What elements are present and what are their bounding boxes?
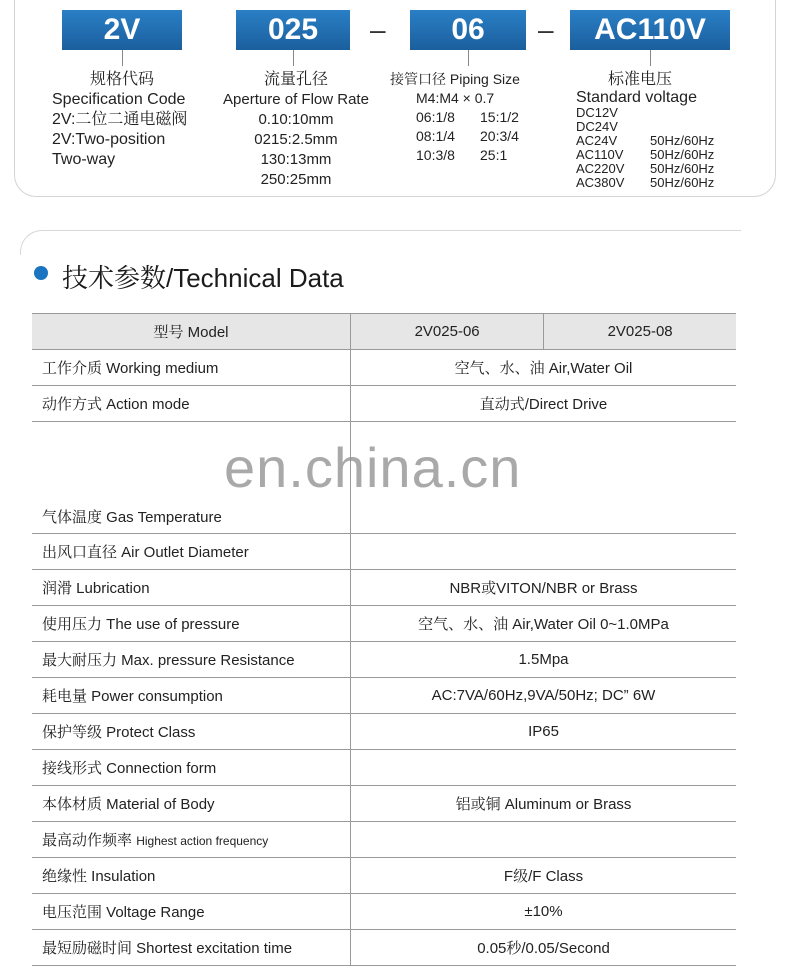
row-label: 本体材质 Material of Body [32,786,351,822]
row-value: 空气、水、油 Air,Water Oil 0~1.0MPa [351,606,737,642]
code-box-aperture: 025 [236,10,350,50]
table-row [32,786,736,822]
table-row [32,930,736,966]
spec-code-en: Specification Code [52,91,186,108]
spec-code-line: Two-way [52,151,116,168]
row-label: 使用压力 The use of pressure [32,606,351,642]
row-value: IP65 [351,714,737,750]
aperture-value: 130:13mm [260,151,332,168]
row-value [351,750,737,786]
row-label: 工作介质 Working medium [32,350,351,386]
row-label: 接线形式 Connection form [32,750,351,786]
bullet-dot-icon [34,266,48,280]
header-model: 型号 Model [32,314,351,350]
piping-column [390,70,520,165]
row-value: 空气、水、油 Air,Water Oil [351,350,737,386]
row-label: 动作方式 Action mode [32,386,351,422]
table-row [32,642,736,678]
table-row [32,386,736,422]
spec-code-column [52,70,187,170]
connector-line [122,50,123,66]
table-header-row [32,314,736,350]
voltage-row: AC110V 50Hz/60Hz [576,147,715,162]
row-label: 保护等级 Protect Class [32,714,351,750]
spec-code-line: 2V:二位二通电磁阀 [52,111,188,128]
piping-title: 接管口径 Piping Size [390,71,520,87]
voltage-row: DC12V [576,105,618,120]
row-value: 0.05秒/0.05/Second [351,930,737,966]
row-value: 1.5Mpa [351,642,737,678]
row-label: 绝缘性 Insulation [32,858,351,894]
table-row [32,534,736,570]
aperture-column [220,70,372,190]
row-label: 耗电量 Power consumption [32,678,351,714]
table-row [32,350,736,386]
table-row [32,570,736,606]
code-dash: – [370,14,386,45]
section-title: 技术参数/Technical Data [62,263,344,293]
connector-line [468,50,469,66]
voltage-en: Standard voltage [576,89,697,106]
aperture-value: 0215:2.5mm [254,131,338,148]
spec-code-line: 2V:Two-position [52,131,166,148]
connector-line [293,50,294,66]
voltage-row: AC220V 50Hz/60Hz [576,161,715,176]
code-box-voltage: AC110V [570,10,730,50]
table-row [32,858,736,894]
row-value: 直动式/Direct Drive [351,386,737,422]
row-label: 最短励磁时间 Shortest excitation time [32,930,351,966]
spec-code-cn: 规格代码 [90,71,155,88]
row-value: ±10% [351,894,737,930]
code-box-series: 2V [62,10,182,50]
header-col2: 2V025-08 [544,314,736,350]
row-label: 最高动作频率 Highest action frequency [32,822,351,858]
table-row [32,606,736,642]
row-value [351,822,737,858]
row-value: F级/F Class [351,858,737,894]
voltage-row: AC24V 50Hz/60Hz [576,133,715,148]
table-row [32,822,736,858]
code-dash: – [538,14,554,45]
table-row [32,750,736,786]
row-value: 铝或铜 Aluminum or Brass [351,786,737,822]
aperture-value: 0.10:10mm [258,111,334,128]
voltage-row: AC380V 50Hz/60Hz [576,175,715,190]
piping-m4: M4:M4 × 0.7 [416,90,495,106]
row-label: 气体温度 Gas Temperature [32,492,351,534]
row-value: NBR或VITON/NBR or Brass [351,570,737,606]
voltage-cn: 标准电压 [608,71,673,88]
row-label: 润滑 Lubrication [32,570,351,606]
row-value: AC:7VA/60Hz,9VA/50Hz; DC” 6W [351,678,737,714]
table-row [32,714,736,750]
row-label: 出风口直径 Air Outlet Diameter [32,534,351,570]
code-box-piping: 06 [410,10,526,50]
section-divider [20,230,741,255]
row-value [351,534,737,570]
aperture-value: 250:25mm [260,171,332,188]
piping-row: 06:1/8 15:1/2 [416,109,519,125]
piping-row: 08:1/4 20:3/4 [416,128,519,144]
table-row [32,894,736,930]
aperture-cn: 流量孔径 [263,71,328,88]
row-label: 最大耐压力 Max. pressure Resistance [32,642,351,678]
aperture-en: Aperture of Flow Rate [223,91,369,108]
watermark-text: en.china.cn [224,436,522,499]
header-col1: 2V025-06 [351,314,544,350]
technical-data-table [32,313,736,966]
row-label: 电压范围 Voltage Range [32,894,351,930]
table-row [32,678,736,714]
connector-line [650,50,651,66]
piping-row: 10:3/8 25:1 [416,147,508,163]
voltage-list [576,106,714,190]
voltage-row: DC24V [576,119,618,134]
voltage-column [576,70,714,190]
